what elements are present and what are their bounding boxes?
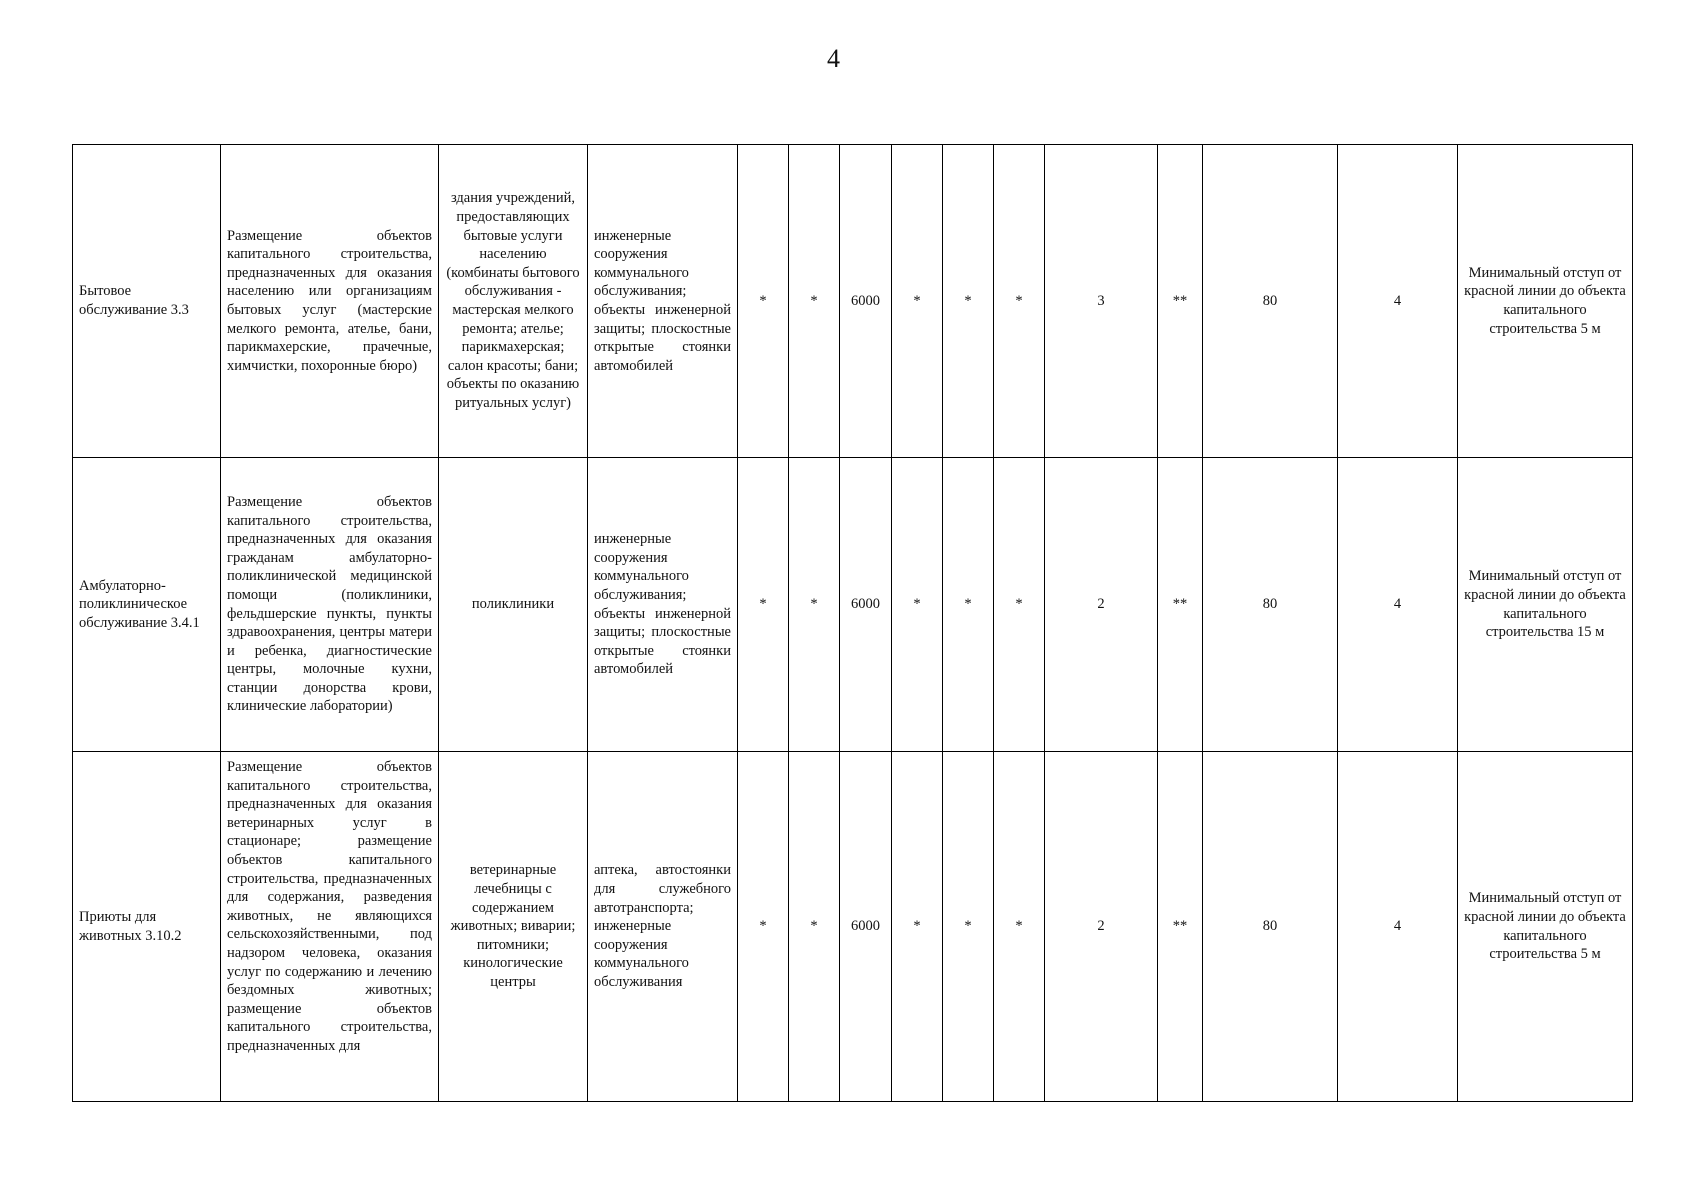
page-number: 4 xyxy=(827,44,840,73)
parameter-cell: ** xyxy=(1158,145,1203,458)
setback-note-cell: Минимальный отступ от красной линии до объекта капитального строительства 5 м xyxy=(1458,752,1633,1102)
parameter-cell: 4 xyxy=(1338,145,1458,458)
land-use-type-cell: Приюты для животных 3.10.2 xyxy=(73,752,221,1102)
land-use-description-cell: Размещение объектов капитального строительства, предназначенных для оказания ветеринарных услуг в стационаре; размещение объектов капитального строительства, предназначенных для содержания, разведения животных, не являющихся сельскохозяйственными, под надзором человека, оказания услуг по содержанию и лечению бездомных животных; размещение объектов капитального строительства, предназначенных для xyxy=(221,752,439,1102)
parameter-cell: 4 xyxy=(1338,458,1458,752)
parameter-cell: * xyxy=(943,752,994,1102)
parameter-cell: * xyxy=(789,145,840,458)
parameter-cell: * xyxy=(943,145,994,458)
parameter-cell: * xyxy=(994,145,1045,458)
permitted-objects-cell: ветеринарные лечебницы с содержанием животных; виварии; питомники; кинологические центры xyxy=(439,752,588,1102)
parameter-cell: 80 xyxy=(1203,145,1338,458)
parameter-cell: 4 xyxy=(1338,752,1458,1102)
parameter-cell: * xyxy=(892,752,943,1102)
parameter-cell: 6000 xyxy=(840,458,892,752)
parameter-cell: * xyxy=(892,145,943,458)
auxiliary-uses-cell: инженерные сооружения коммунального обслуживания; объекты инженерной защиты; плоскостные открытые стоянки автомобилей xyxy=(588,458,738,752)
setback-note-cell: Минимальный отступ от красной линии до объекта капитального строительства 5 м xyxy=(1458,145,1633,458)
parameter-cell: 6000 xyxy=(840,752,892,1102)
setback-note-cell: Минимальный отступ от красной линии до объекта капитального строительства 15 м xyxy=(1458,458,1633,752)
table-row xyxy=(73,145,1633,458)
parameter-cell: ** xyxy=(1158,752,1203,1102)
parameter-cell: * xyxy=(943,458,994,752)
parameter-cell: 6000 xyxy=(840,145,892,458)
parameter-cell: * xyxy=(892,458,943,752)
parameter-cell: ** xyxy=(1158,458,1203,752)
parameter-cell: 80 xyxy=(1203,752,1338,1102)
auxiliary-uses-cell: инженерные сооружения коммунального обслуживания; объекты инженерной защиты; плоскостные открытые стоянки автомобилей xyxy=(588,145,738,458)
table-row xyxy=(73,752,1633,1102)
parameter-cell: * xyxy=(994,752,1045,1102)
parameter-cell: * xyxy=(738,752,789,1102)
parameter-cell: * xyxy=(789,752,840,1102)
parameter-cell: * xyxy=(738,145,789,458)
land-use-type-cell: Бытовое обслуживание 3.3 xyxy=(73,145,221,458)
parameter-cell: * xyxy=(994,458,1045,752)
permitted-objects-cell: поликлиники xyxy=(439,458,588,752)
land-use-description-cell: Размещение объектов капитального строительства, предназначенных для оказания гражданам амбулаторно-поликлинической медицинской помощи (поликлиники, фельдшерские пункты, пункты здравоохранения, центры матери и ребенка, диагностические центры, молочные кухни, станции донорства крови, клинические лаборатории) xyxy=(221,458,439,752)
parameter-cell: 3 xyxy=(1045,145,1158,458)
parameter-cell: 80 xyxy=(1203,458,1338,752)
table-row xyxy=(73,458,1633,752)
land-use-description-cell: Размещение объектов капитального строительства, предназначенных для оказания населению или организациям бытовых услуг (мастерские мелкого ремонта, ателье, бани, парикмахерские, прачечные, химчистки, похоронные бюро) xyxy=(221,145,439,458)
parameter-cell: 2 xyxy=(1045,458,1158,752)
parameter-cell: 2 xyxy=(1045,752,1158,1102)
permitted-objects-cell: здания учреждений, предоставляющих бытовые услуги населению (комбинаты бытового обслуживания - мастерская мелкого ремонта; ателье; парикмахерская; салон красоты; бани; объекты по оказанию ритуальных услуг) xyxy=(439,145,588,458)
parameter-cell: * xyxy=(738,458,789,752)
auxiliary-uses-cell: аптека, автостоянки для служебного автотранспорта; инженерные сооружения коммунального обслуживания xyxy=(588,752,738,1102)
land-use-type-cell: Амбулаторно-поликлиническое обслуживание 3.4.1 xyxy=(73,458,221,752)
zoning-regulations-table xyxy=(72,144,1633,1102)
parameter-cell: * xyxy=(789,458,840,752)
